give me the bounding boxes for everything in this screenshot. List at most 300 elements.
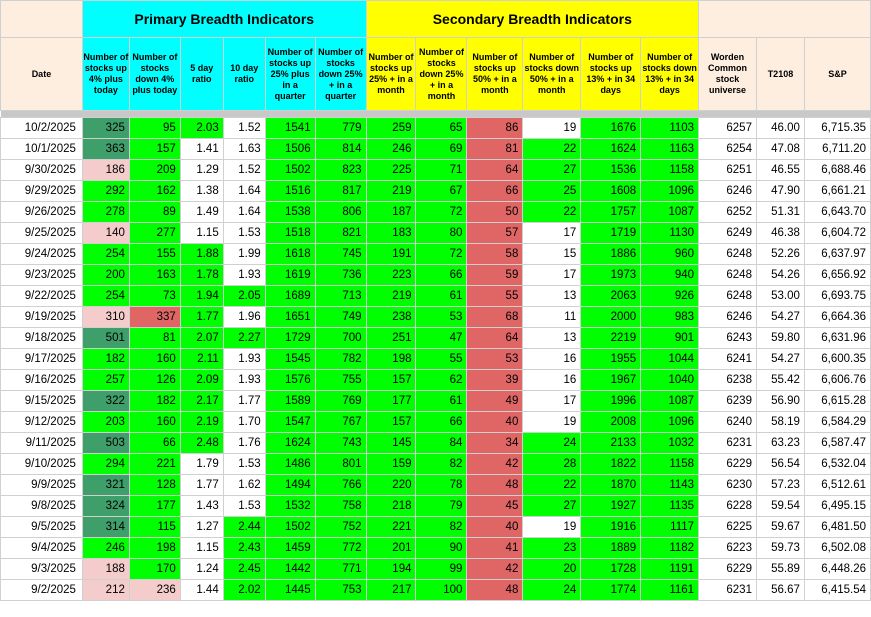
table-cell: 1.78: [180, 265, 223, 286]
table-cell: 53: [467, 349, 523, 370]
table-cell: 1182: [641, 538, 699, 559]
table-cell: 46.38: [756, 223, 804, 244]
table-cell: 34: [467, 433, 523, 454]
table-cell: 821: [315, 223, 366, 244]
table-cell: 1.77: [223, 391, 265, 412]
table-cell: 926: [641, 286, 699, 307]
table-cell: 322: [82, 391, 129, 412]
table-cell: 771: [315, 559, 366, 580]
table-row: [1, 433, 871, 454]
date-cell: 9/24/2025: [1, 244, 83, 265]
table-cell: 54.27: [756, 349, 804, 370]
table-cell: 1.53: [223, 496, 265, 517]
table-cell: 1.49: [180, 202, 223, 223]
table-cell: 2.43: [223, 538, 265, 559]
column-header: S&P: [804, 38, 870, 111]
table-cell: 6238: [699, 370, 757, 391]
table-cell: 1.41: [180, 139, 223, 160]
table-cell: 1.88: [180, 244, 223, 265]
table-cell: 755: [315, 370, 366, 391]
table-cell: 1486: [265, 454, 315, 475]
table-cell: 177: [366, 391, 416, 412]
table-row: [1, 370, 871, 391]
table-cell: 1103: [641, 118, 699, 139]
table-cell: 713: [315, 286, 366, 307]
table-cell: 1.70: [223, 412, 265, 433]
header-blank: [1, 1, 83, 38]
table-cell: 983: [641, 307, 699, 328]
table-cell: 1.53: [223, 454, 265, 475]
table-cell: 6243: [699, 328, 757, 349]
table-cell: 47.08: [756, 139, 804, 160]
table-cell: 1619: [265, 265, 315, 286]
table-cell: 54.27: [756, 307, 804, 328]
table-cell: 1143: [641, 475, 699, 496]
table-cell: 1044: [641, 349, 699, 370]
table-cell: 53: [416, 307, 467, 328]
table-cell: 145: [366, 433, 416, 454]
table-cell: 69: [416, 139, 467, 160]
table-cell: 1886: [581, 244, 641, 265]
date-cell: 9/9/2025: [1, 475, 83, 496]
table-cell: 1973: [581, 265, 641, 286]
table-cell: 90: [416, 538, 467, 559]
table-cell: 16: [523, 370, 581, 391]
table-cell: 749: [315, 307, 366, 328]
table-cell: 56.54: [756, 454, 804, 475]
table-cell: 65: [416, 118, 467, 139]
table-cell: 78: [416, 475, 467, 496]
table-cell: 1494: [265, 475, 315, 496]
group-title-secondary: Secondary Breadth Indicators: [366, 1, 699, 38]
table-cell: 236: [129, 580, 180, 601]
header-blank-right: [699, 1, 871, 38]
date-cell: 9/5/2025: [1, 517, 83, 538]
table-cell: 20: [523, 559, 581, 580]
table-cell: 95: [129, 118, 180, 139]
table-cell: 170: [129, 559, 180, 580]
table-cell: 1.93: [223, 349, 265, 370]
group-title-primary: Primary Breadth Indicators: [82, 1, 366, 38]
table-cell: 745: [315, 244, 366, 265]
table-cell: 503: [82, 433, 129, 454]
table-cell: 2133: [581, 433, 641, 454]
table-cell: 221: [366, 517, 416, 538]
table-cell: 58: [467, 244, 523, 265]
table-cell: 13: [523, 328, 581, 349]
column-header: Number of stocks up 50% + in a month: [467, 38, 523, 111]
table-row: [1, 265, 871, 286]
table-cell: 1967: [581, 370, 641, 391]
table-cell: 6,532.04: [804, 454, 870, 475]
table-cell: 6,615.28: [804, 391, 870, 412]
table-cell: 1624: [581, 139, 641, 160]
table-cell: 1676: [581, 118, 641, 139]
date-cell: 9/22/2025: [1, 286, 83, 307]
date-cell: 9/11/2025: [1, 433, 83, 454]
table-cell: 223: [366, 265, 416, 286]
table-cell: 1916: [581, 517, 641, 538]
table-cell: 40: [467, 412, 523, 433]
table-cell: 198: [129, 538, 180, 559]
table-cell: 47.90: [756, 181, 804, 202]
table-cell: 1518: [265, 223, 315, 244]
date-cell: 9/19/2025: [1, 307, 83, 328]
table-cell: 6,604.72: [804, 223, 870, 244]
table-row: [1, 559, 871, 580]
table-cell: 6249: [699, 223, 757, 244]
date-cell: 9/26/2025: [1, 202, 83, 223]
table-cell: 1163: [641, 139, 699, 160]
table-row: [1, 580, 871, 601]
table-cell: 198: [366, 349, 416, 370]
table-cell: 187: [366, 202, 416, 223]
table-cell: 1.15: [180, 223, 223, 244]
table-cell: 769: [315, 391, 366, 412]
table-cell: 66: [416, 265, 467, 286]
table-cell: 27: [523, 160, 581, 181]
table-cell: 960: [641, 244, 699, 265]
table-cell: 6,715.35: [804, 118, 870, 139]
table-cell: 1545: [265, 349, 315, 370]
table-cell: 6,587.47: [804, 433, 870, 454]
table-row: [1, 118, 871, 139]
table-cell: 1.53: [223, 223, 265, 244]
table-cell: 53.00: [756, 286, 804, 307]
table-cell: 66: [467, 181, 523, 202]
table-cell: 1.52: [223, 118, 265, 139]
table-cell: 225: [366, 160, 416, 181]
table-cell: 182: [82, 349, 129, 370]
table-cell: 2.44: [223, 517, 265, 538]
table-cell: 1.94: [180, 286, 223, 307]
table-cell: 1.43: [180, 496, 223, 517]
table-cell: 55.89: [756, 559, 804, 580]
table-cell: 191: [366, 244, 416, 265]
table-cell: 6,631.96: [804, 328, 870, 349]
table-cell: 42: [467, 454, 523, 475]
table-cell: 753: [315, 580, 366, 601]
table-cell: 1729: [265, 328, 315, 349]
table-cell: 186: [82, 160, 129, 181]
table-cell: 1087: [641, 391, 699, 412]
table-cell: 817: [315, 181, 366, 202]
table-cell: 66: [129, 433, 180, 454]
table-cell: 71: [416, 160, 467, 181]
table-cell: 221: [129, 454, 180, 475]
table-cell: 115: [129, 517, 180, 538]
table-cell: 1.93: [223, 265, 265, 286]
table-cell: 1608: [581, 181, 641, 202]
table-cell: 1.29: [180, 160, 223, 181]
table-cell: 52.26: [756, 244, 804, 265]
table-cell: 1757: [581, 202, 641, 223]
table-cell: 6,448.26: [804, 559, 870, 580]
table-cell: 246: [366, 139, 416, 160]
table-cell: 1.93: [223, 370, 265, 391]
table-cell: 321: [82, 475, 129, 496]
table-cell: 2.03: [180, 118, 223, 139]
table-cell: 2.48: [180, 433, 223, 454]
table-cell: 219: [366, 181, 416, 202]
table-cell: 1445: [265, 580, 315, 601]
table-cell: 59.73: [756, 538, 804, 559]
table-cell: 100: [416, 580, 467, 601]
table-cell: 140: [82, 223, 129, 244]
table-cell: 1096: [641, 181, 699, 202]
table-cell: 2.09: [180, 370, 223, 391]
table-cell: 24: [523, 433, 581, 454]
table-row: [1, 496, 871, 517]
table-cell: 6241: [699, 349, 757, 370]
table-cell: 1502: [265, 160, 315, 181]
table-cell: 1135: [641, 496, 699, 517]
table-cell: 1096: [641, 412, 699, 433]
table-cell: 2219: [581, 328, 641, 349]
table-cell: 1087: [641, 202, 699, 223]
table-cell: 1624: [265, 433, 315, 454]
table-cell: 6251: [699, 160, 757, 181]
table-cell: 13: [523, 286, 581, 307]
date-cell: 9/23/2025: [1, 265, 83, 286]
table-row: [1, 139, 871, 160]
table-cell: 89: [129, 202, 180, 223]
table-cell: 6225: [699, 517, 757, 538]
table-cell: 1.79: [180, 454, 223, 475]
table-cell: 72: [416, 244, 467, 265]
table-row: [1, 202, 871, 223]
table-row: [1, 475, 871, 496]
column-header: Number of stocks up 13% + in 34 days: [581, 38, 641, 111]
table-cell: 11: [523, 307, 581, 328]
table-cell: 2.02: [223, 580, 265, 601]
table-cell: 1955: [581, 349, 641, 370]
column-header: T2108: [756, 38, 804, 111]
table-cell: 1158: [641, 454, 699, 475]
table-row: [1, 391, 871, 412]
table-cell: 1506: [265, 139, 315, 160]
column-header: 5 day ratio: [180, 38, 223, 111]
table-cell: 163: [129, 265, 180, 286]
table-cell: 1.64: [223, 202, 265, 223]
column-header: Number of stocks down 25% + in a quarter: [315, 38, 366, 111]
table-cell: 1618: [265, 244, 315, 265]
table-cell: 59.80: [756, 328, 804, 349]
table-cell: 1191: [641, 559, 699, 580]
table-cell: 1.38: [180, 181, 223, 202]
table-cell: 62: [416, 370, 467, 391]
date-cell: 9/10/2025: [1, 454, 83, 475]
table-cell: 201: [366, 538, 416, 559]
table-cell: 54.26: [756, 265, 804, 286]
table-cell: 1822: [581, 454, 641, 475]
table-cell: 6,495.15: [804, 496, 870, 517]
table-cell: 6246: [699, 307, 757, 328]
table-cell: 1774: [581, 580, 641, 601]
table-cell: 1040: [641, 370, 699, 391]
table-cell: 766: [315, 475, 366, 496]
table-cell: 246: [82, 538, 129, 559]
table-cell: 67: [416, 181, 467, 202]
column-header: Number of stocks down 50% + in a month: [523, 38, 581, 111]
table-cell: 73: [129, 286, 180, 307]
table-cell: 259: [366, 118, 416, 139]
table-cell: 254: [82, 286, 129, 307]
table-cell: 1927: [581, 496, 641, 517]
table-cell: 157: [366, 370, 416, 391]
table-cell: 17: [523, 391, 581, 412]
table-cell: 159: [366, 454, 416, 475]
table-cell: 2008: [581, 412, 641, 433]
table-cell: 6,711.20: [804, 139, 870, 160]
table-cell: 2.45: [223, 559, 265, 580]
table-cell: 782: [315, 349, 366, 370]
table-cell: 6257: [699, 118, 757, 139]
table-cell: 64: [467, 160, 523, 181]
table-cell: 501: [82, 328, 129, 349]
table-cell: 1.76: [223, 433, 265, 454]
table-cell: 6252: [699, 202, 757, 223]
table-cell: 59.67: [756, 517, 804, 538]
table-cell: 17: [523, 265, 581, 286]
table-cell: 758: [315, 496, 366, 517]
table-cell: 72: [416, 202, 467, 223]
table-row: [1, 328, 871, 349]
table-cell: 155: [129, 244, 180, 265]
table-cell: 218: [366, 496, 416, 517]
table-cell: 1032: [641, 433, 699, 454]
table-cell: 200: [82, 265, 129, 286]
table-row: [1, 517, 871, 538]
table-cell: 6231: [699, 580, 757, 601]
table-cell: 6,643.70: [804, 202, 870, 223]
table-cell: 160: [129, 349, 180, 370]
table-cell: 310: [82, 307, 129, 328]
table-cell: 17: [523, 223, 581, 244]
table-cell: 61: [416, 391, 467, 412]
table-row: [1, 412, 871, 433]
table-cell: 2000: [581, 307, 641, 328]
table-cell: 251: [366, 328, 416, 349]
table-cell: 56.67: [756, 580, 804, 601]
table-cell: 294: [82, 454, 129, 475]
table-cell: 1.15: [180, 538, 223, 559]
header-separator: [1, 111, 871, 118]
table-cell: 55: [416, 349, 467, 370]
table-cell: 2.27: [223, 328, 265, 349]
table-cell: 6,688.46: [804, 160, 870, 181]
column-header: Date: [1, 38, 83, 111]
table-cell: 46.00: [756, 118, 804, 139]
table-cell: 42: [467, 559, 523, 580]
table-cell: 48: [467, 475, 523, 496]
table-cell: 55.42: [756, 370, 804, 391]
table-cell: 58.19: [756, 412, 804, 433]
table-cell: 182: [129, 391, 180, 412]
table-cell: 6229: [699, 454, 757, 475]
table-cell: 1.77: [180, 475, 223, 496]
table-row: [1, 349, 871, 370]
table-cell: 81: [129, 328, 180, 349]
table-cell: 157: [366, 412, 416, 433]
table-cell: 25: [523, 181, 581, 202]
table-cell: 6254: [699, 139, 757, 160]
table-cell: 6,664.36: [804, 307, 870, 328]
table-cell: 6223: [699, 538, 757, 559]
date-cell: 9/3/2025: [1, 559, 83, 580]
table-cell: 901: [641, 328, 699, 349]
table-cell: 1.27: [180, 517, 223, 538]
column-header: Number of stocks up 25% + in a month: [366, 38, 416, 111]
table-cell: 22: [523, 139, 581, 160]
table-cell: 2.05: [223, 286, 265, 307]
table-row: [1, 160, 871, 181]
table-cell: 1870: [581, 475, 641, 496]
table-cell: 177: [129, 496, 180, 517]
table-cell: 1689: [265, 286, 315, 307]
table-cell: 99: [416, 559, 467, 580]
table-cell: 56.90: [756, 391, 804, 412]
table-cell: 1502: [265, 517, 315, 538]
table-cell: 28: [523, 454, 581, 475]
table-cell: 6,606.76: [804, 370, 870, 391]
column-header: Worden Common stock universe: [699, 38, 757, 111]
table-cell: 19: [523, 412, 581, 433]
table-cell: 16: [523, 349, 581, 370]
table-cell: 823: [315, 160, 366, 181]
table-cell: 806: [315, 202, 366, 223]
table-cell: 1.63: [223, 139, 265, 160]
table-cell: 1532: [265, 496, 315, 517]
table-row: [1, 454, 871, 475]
table-cell: 1130: [641, 223, 699, 244]
table-cell: 128: [129, 475, 180, 496]
table-cell: 81: [467, 139, 523, 160]
table-cell: 1536: [581, 160, 641, 181]
column-header: Number of stocks up 4% plus today: [82, 38, 129, 111]
table-cell: 61: [416, 286, 467, 307]
table-cell: 220: [366, 475, 416, 496]
table-cell: 157: [129, 139, 180, 160]
table-cell: 292: [82, 181, 129, 202]
table-cell: 1161: [641, 580, 699, 601]
table-cell: 779: [315, 118, 366, 139]
table-cell: 257: [82, 370, 129, 391]
table-cell: 219: [366, 286, 416, 307]
table-row: [1, 286, 871, 307]
table-cell: 1541: [265, 118, 315, 139]
table-cell: 743: [315, 433, 366, 454]
table-cell: 15: [523, 244, 581, 265]
table-cell: 217: [366, 580, 416, 601]
table-cell: 1.52: [223, 160, 265, 181]
table-cell: 1158: [641, 160, 699, 181]
table-cell: 19: [523, 517, 581, 538]
table-cell: 2063: [581, 286, 641, 307]
table-cell: 337: [129, 307, 180, 328]
table-cell: 6,693.75: [804, 286, 870, 307]
table-cell: 48: [467, 580, 523, 601]
table-cell: 1547: [265, 412, 315, 433]
table-cell: 22: [523, 202, 581, 223]
table-cell: 57: [467, 223, 523, 244]
date-cell: 9/8/2025: [1, 496, 83, 517]
table-cell: 6,512.61: [804, 475, 870, 496]
date-cell: 9/25/2025: [1, 223, 83, 244]
table-cell: 814: [315, 139, 366, 160]
table-cell: 45: [467, 496, 523, 517]
table-row: [1, 181, 871, 202]
